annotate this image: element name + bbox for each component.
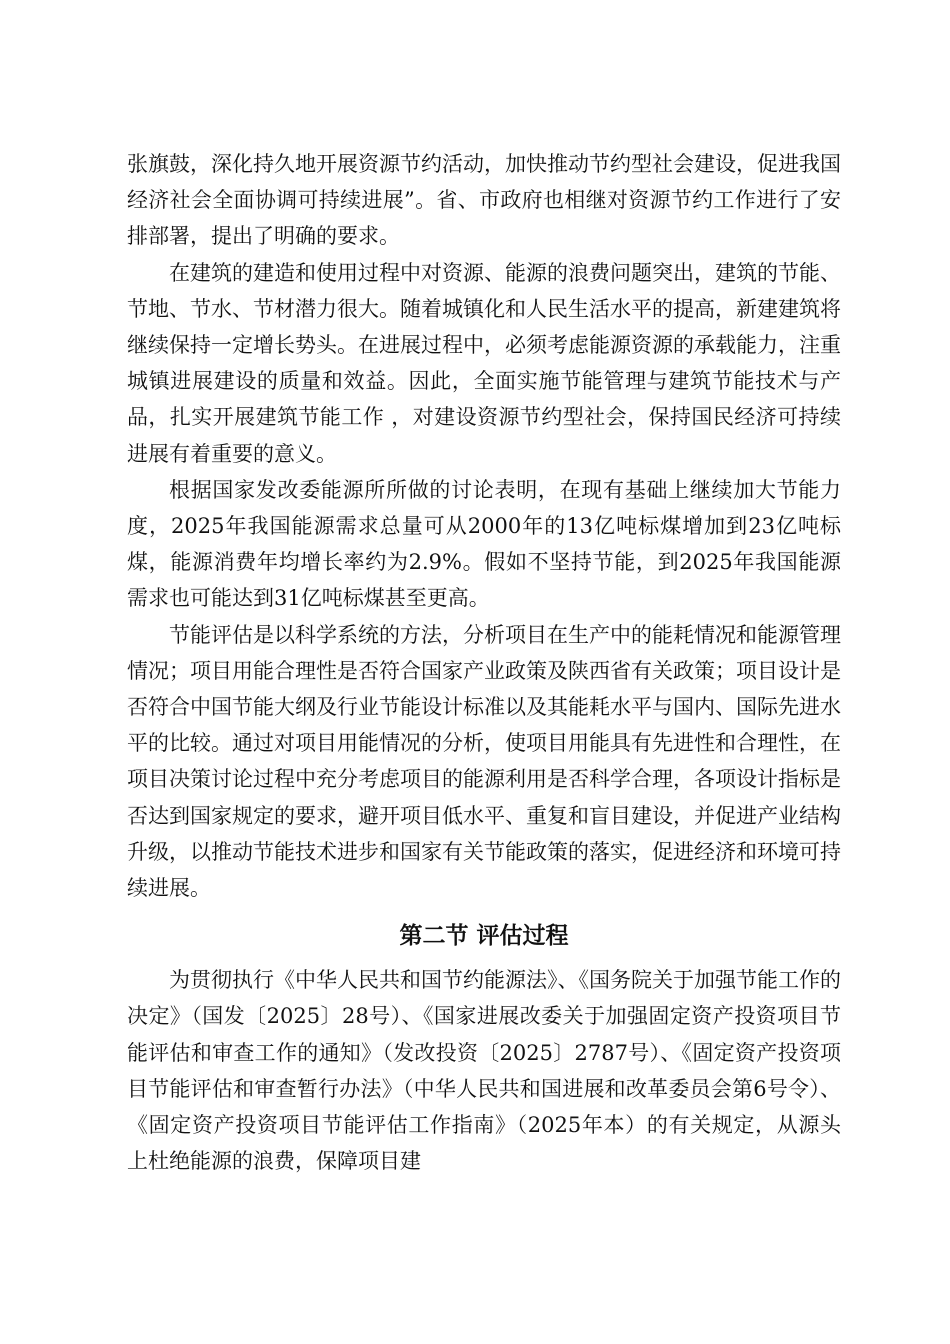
document-body — [127, 146, 841, 1179]
paragraph-building-energy: 在建筑的建造和使用过程中对资源、能源的浪费问题突出，建筑的节能、节地、节水、节材潜力很大。随着城镇化和人民生活水平的提高，新建建筑将继续保持一定增长势头。在进展过程中，必须考虑能源资源的承载能力，注重城镇进展建设的质量和效益。因此，全面实施节能管理与建筑节能技术与产品，扎实开展建筑节能工作 ，对建设资源节约型社会，保持国民经济可持续进展有着重要的意义。 — [127, 260, 841, 466]
paragraph-energy-assessment: 节能评估是以科学系统的方法，分析项目在生产中的能耗情况和能源管理情况；项目用能合理性是否符合国家产业政策及陕西省有关政策；项目设计是否符合中国节能大纲及行业节能设计标准以及其能耗水平与国内、国际先进水平的比较。通过对项目用能情况的分析，使项目用能具有先进性和合理性，在项目决策讨论过程中充分考虑项目的能源利用是否科学合理，各项设计指标是否达到国家规定的要求，避开项目低水平、重复和盲目建设，并促进产业结构升级，以推动节能技术进步和国家有关节能政策的落实，促进经济和环境可持续进展。 — [127, 622, 841, 901]
paragraph-assessment-process: 为贯彻执行《中华人民共和国节约能源法》、《国务院关于加强节能工作的决定》（国发〔2025〕28号）、《国家进展改委关于加强固定资产投资项目节能评估和审查工作的通知》（发改投资〔2025〕2787号）、《固定资产投资项目节能评估和审查暂行办法》（中华人民共和国进展和改革委员会第6号令）、《固定资产投资项目节能评估工作指南》（2025年本）的有关规定，从源头上杜绝能源的浪费，保障项目建 — [127, 968, 841, 1174]
paragraph-energy-demand: 根据国家发改委能源所所做的讨论表明，在现有基础上继续加大节能力度，2025年我国能源需求总量可从2000年的13亿吨标煤增加到23亿吨标煤，能源消费年均增长率约为2.9%。假如不坚持节能，到2025年我国能源需求也可能达到31亿吨标煤甚至更高。 — [127, 477, 841, 611]
paragraph-continuation: 张旗鼓，深化持久地开展资源节约活动，加快推动节约型社会建设，促进我国经济社会全面协调可持续进展”。省、市政府也相继对资源节约工作进行了安排部署，提出了明确的要求。 — [127, 152, 841, 249]
section-heading: 第二节 评估过程 — [399, 923, 569, 950]
